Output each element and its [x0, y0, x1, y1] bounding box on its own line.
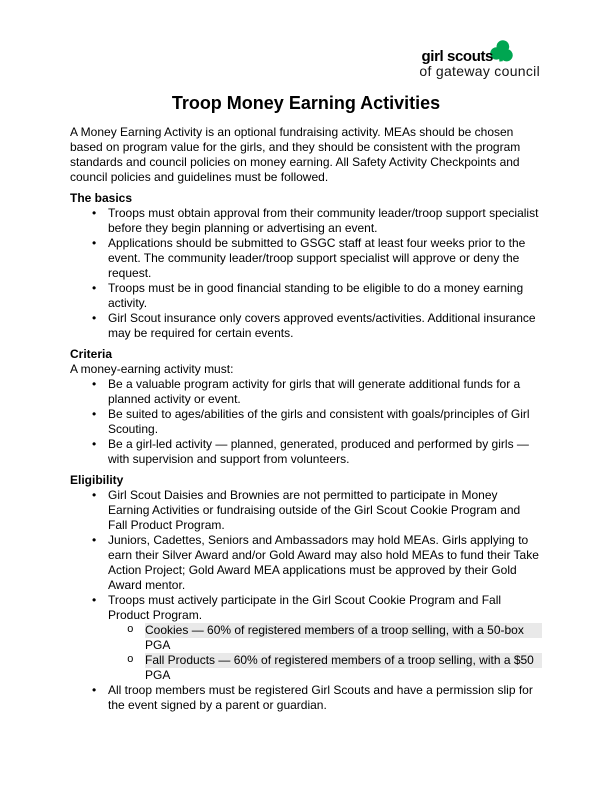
bullet-icon: • — [92, 236, 97, 250]
section-heading-criteria: Criteria — [70, 347, 113, 361]
list-item — [70, 236, 542, 281]
list-item-text: Applications should be submitted to GSGC staff at least four weeks prior to the event. The community leader/troop support specialist will approve or deny the request. — [108, 236, 526, 280]
circle-bullet-icon: o — [127, 654, 134, 666]
sub-list-item — [108, 653, 542, 683]
list-item — [70, 377, 542, 407]
logo-wordmark: girl scouts — [421, 48, 493, 65]
list-item — [70, 311, 542, 341]
logo-council-name: of gateway council — [419, 63, 540, 79]
list-item-text: Be suited to ages/abilities of the girls and consistent with goals/principles of Girl Scouting. — [108, 407, 530, 436]
intro-paragraph: A Money Earning Activity is an optional fundraising activity. MEAs should be chosen based on program value for the girls, and they should be consistent with the program standards and council policies on money earning. All Safety Activity Checkpoints and council policies and guidelines must be followed. — [70, 125, 521, 184]
list-item-text: Girl Scout Daisies and Brownies are not permitted to participate in Money Earning Activities or fundraising outside of the Girl Scout Cookie Program and Fall Product Program. — [108, 488, 521, 532]
bullet-icon: • — [92, 437, 97, 451]
list-item — [70, 533, 542, 593]
section-heading-eligibility: Eligibility — [70, 473, 124, 487]
list-item-text: Juniors, Cadettes, Seniors and Ambassadors may hold MEAs. Girls applying to earn their Silver Award and/or Gold Award may also hold MEAs to fund their Take Action Project; Gold Award MEA applications must be approved by their Gold Award mentor. — [108, 533, 539, 592]
list-item-text: Troops must actively participate in the Girl Scout Cookie Program and Fall Product Program. — [108, 593, 502, 622]
eligibility-list — [70, 488, 542, 713]
sub-list-item-text: PGA — [145, 668, 171, 682]
basics-list — [70, 206, 542, 341]
product-program-sublist — [108, 623, 542, 683]
list-item-text: Troops must obtain approval from their community leader/troop support specialist before they begin planning or advertising an event. — [108, 206, 539, 235]
list-item-text: Be a girl-led activity — planned, generated, produced and performed by girls — with supervision and support from volunteers. — [108, 437, 529, 466]
list-item — [70, 437, 542, 467]
bullet-icon: • — [92, 593, 97, 607]
bullet-icon: • — [92, 407, 97, 421]
list-item — [70, 488, 542, 533]
criteria-list — [70, 377, 542, 467]
bullet-icon: • — [92, 533, 97, 547]
list-item — [70, 281, 542, 311]
bullet-icon: • — [92, 206, 97, 220]
list-item-text: Girl Scout insurance only covers approved events/activities. Additional insurance may be required for certain events. — [108, 311, 536, 340]
list-item-text: All troop members must be registered Girl Scouts and have a permission slip for the event signed by a parent or guardian. — [108, 683, 533, 712]
list-item — [70, 407, 542, 437]
sub-list-item — [108, 623, 542, 653]
circle-bullet-icon: o — [127, 624, 134, 636]
document-title: Troop Money Earning Activities — [171, 93, 441, 113]
list-item — [70, 683, 542, 713]
list-item — [70, 206, 542, 236]
bullet-icon: • — [92, 281, 97, 295]
list-item-text: Troops must be in good financial standing to be eligible to do a money earning activity. — [108, 281, 524, 310]
bullet-icon: • — [92, 377, 97, 391]
bullet-icon: • — [92, 488, 97, 502]
highlighted-text: Cookies — 60% of registered members of a troop selling, with a 50-box — [145, 623, 542, 638]
bullet-icon: • — [92, 311, 97, 325]
criteria-lead: A money-earning activity must: — [70, 362, 234, 376]
section-heading-the-basics: The basics — [70, 191, 133, 205]
document-content — [70, 0, 542, 713]
list-item — [70, 593, 542, 683]
highlighted-text: Fall Products — 60% of registered members of a troop selling, with a $50 — [145, 653, 542, 668]
bullet-icon: • — [92, 683, 97, 697]
list-item-text: Be a valuable program activity for girls that will generate additional funds for a planned activity or event. — [108, 377, 521, 406]
sub-list-item-text: PGA — [145, 638, 171, 652]
